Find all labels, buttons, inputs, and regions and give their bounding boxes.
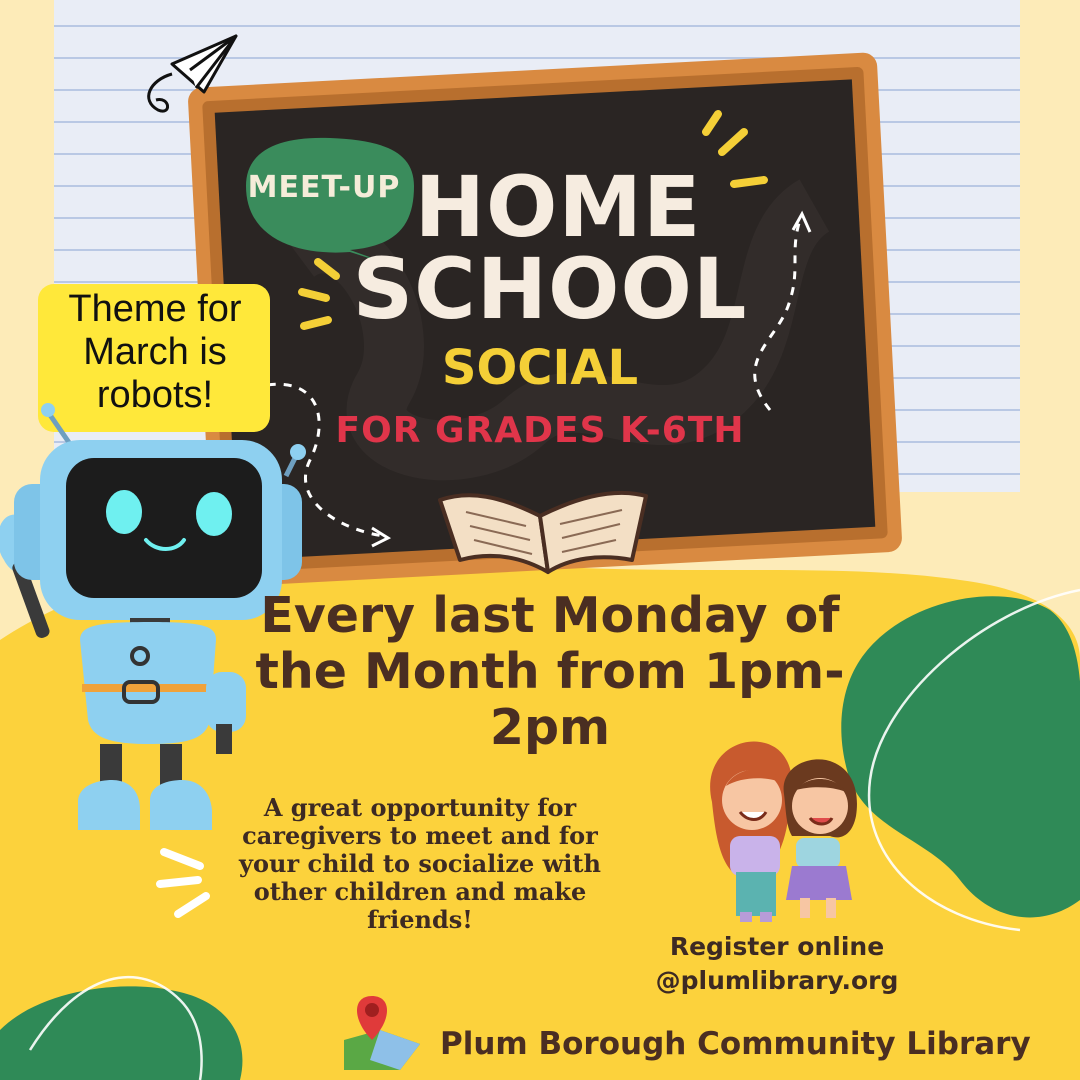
register-line-2[interactable]: @plumlibrary.org bbox=[655, 966, 899, 995]
register-info bbox=[632, 930, 922, 998]
event-description: A great opportunity for caregivers to meet and for your child to socialize with other children and make friends! bbox=[239, 793, 601, 934]
title-line-school: SCHOOL bbox=[352, 240, 748, 338]
title-line-home: HOME bbox=[414, 158, 702, 256]
register-line-1: Register online bbox=[669, 932, 885, 961]
meetup-tag: MEET-UP bbox=[247, 170, 401, 205]
library-name: Plum Borough Community Library bbox=[440, 1026, 1031, 1062]
theme-note: Theme for March is robots! bbox=[68, 288, 242, 416]
grades-label: FOR GRADES K-6TH bbox=[335, 410, 745, 451]
title-line-social: SOCIAL bbox=[441, 340, 639, 396]
schedule-text: Every last Monday of the Month from 1pm-2pm bbox=[255, 587, 845, 756]
